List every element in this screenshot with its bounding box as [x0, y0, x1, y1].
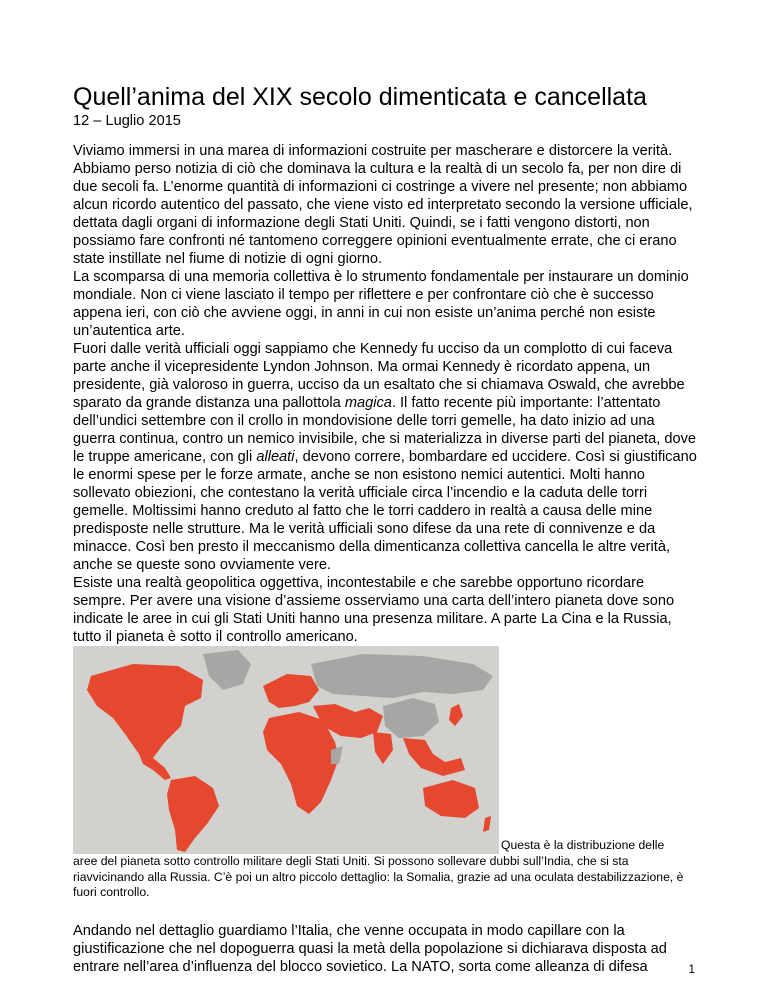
map-figure: [73, 646, 697, 901]
document-body: [73, 142, 697, 646]
map-caption-continued: aree del pianeta sotto controllo militare degli Stati Uniti. Si possono sollevare dubbi sull’India, che si sta riavvicinando alla Russia. C’è poi un altro piccolo dettaglio: la Somalia, grazie ad una oculata destabilizzazione, è fuori controllo.: [73, 854, 684, 899]
world-map-image: [73, 646, 499, 854]
paragraph: Fuori dalle verità ufficiali oggi sappiamo che Kennedy fu ucciso da un complotto di cui faceva parte anche il vicepresidente Lyndon Johnson. Ma ormai Kennedy è ricordato appena, un presidente, già valoroso in guerra, ucciso da un esaltato che si chiamava Oswald, che avrebbe sparato da grande distanza una pallottola magica. Il fatto recente più importante: l’attentato dell’undici settembre con il crollo in mondovisione delle torri gemelle, ha dato inizio ad una guerra continua, contro un nemico invisibile, che si materializza in diverse parti del pianeta, dove le truppe americane, con gli alleati, devono correre, bombardare ed uccidere. Così si giustificano le enormi spese per le forze armate, anche se non esistono nemici autentici. Molti hanno sollevato obiezioni, che contestano la verità ufficiale circa l’incendio e la caduta delle torri gemelle. Moltissimi hanno creduto al fatto che le torri caddero in realtà a causa delle mine predisposte nelle strutture. Ma le verità ufficiali sono difese da una rete di connivenze e da minacce. Così ben presto il meccanismo della dimenticanza collettiva cancella le altre verità, anche se queste sono ovviamente vere.: [73, 341, 697, 573]
italic-word: magica: [344, 395, 392, 411]
paragraph: Viviamo immersi in una marea di informazioni costruite per mascherare e distorcere la verità. Abbiamo perso notizia di ciò che dominava la cultura e la realtà di un secolo fa, per non dire di due secoli fa. L’enorme quantità di informazioni ci costringe a vivere nel presente; non abbiamo alcun ricordo autentico del passato, che viene visto ed interpretato secondo la versione ufficiale, dettata dagli organi di informazione degli Stati Uniti. Quindi, se i fatti vengono distorti, non possiamo fare confronti né tantomeno correggere opinioni eventualmente errate, che ci erano state instillate nel fiume di notizie di ogni giorno.: [73, 143, 693, 267]
paragraph: La scomparsa di una memoria collettiva è lo strumento fondamentale per instaurare un dominio mondiale. Non ci viene lasciato il tempo per riflettere e per confrontare ciò che è successo appena ieri, con ciò che avviene oggi, in anni in cui non esiste un’anima perché non esiste un’autentica arte.: [73, 269, 689, 339]
document-title: Quell’anima del XIX secolo dimenticata e cancellata: [73, 83, 647, 111]
italic-word: alleati: [256, 449, 295, 465]
document-page: [73, 82, 697, 990]
paragraph: Andando nel dettaglio guardiamo l’Italia, che venne occupata in modo capillare con la giustificazione che nel dopoguerra quasi la metà della popolazione si dichiarava disposta ad entrare nell’area d’influenza del blocco sovietico. La NATO, sorta come alleanza di difesa: [73, 922, 667, 975]
map-caption: Questa è la distribuzione delle: [501, 838, 665, 852]
page-number: 1: [688, 962, 695, 976]
paragraph: Esiste una realtà geopolitica oggettiva, incontestabile e che sarebbe opportuno ricordare sempre. Per avere una visione d’assieme osserviamo una carta dell’intero pianeta dove sono indicate le aree in cui gli Stati Uniti hanno una presenza militare. A parte La Cina e la Russia, tutto il pianeta è sotto il controllo americano.: [73, 575, 675, 645]
document-date: 12 – Luglio 2015: [73, 113, 181, 129]
